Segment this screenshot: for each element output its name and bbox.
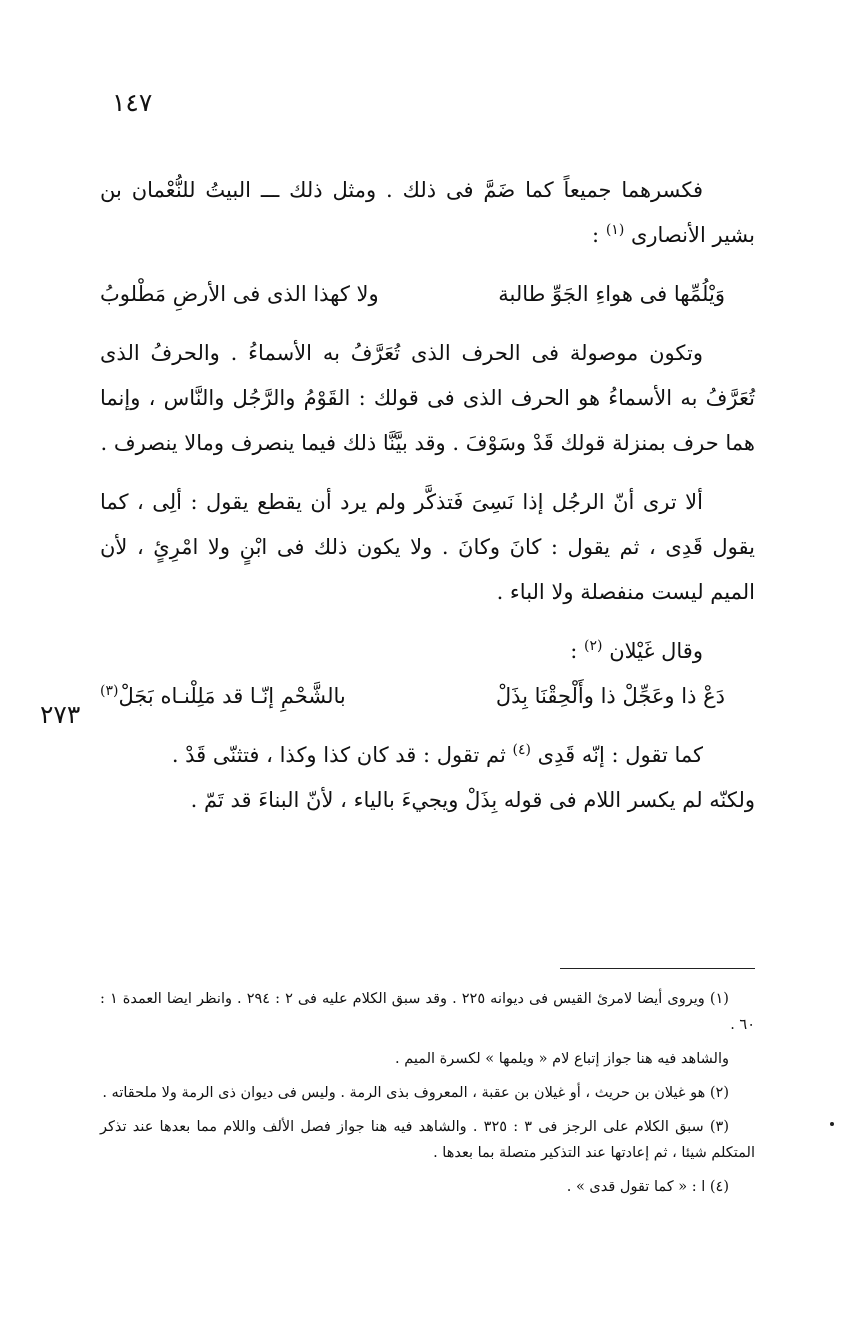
paragraph-5 bbox=[100, 733, 755, 778]
footnote-ref-4: (٤) bbox=[512, 742, 531, 758]
footnotes bbox=[100, 986, 755, 1208]
verse-1 bbox=[100, 272, 755, 317]
verse-2-first-hemistich: دَعْ ذا وعَجِّلْ ذا وأَلْحِقْنَا بِذَلْ bbox=[495, 684, 725, 708]
margin-number: ٢٧٣ bbox=[40, 700, 81, 729]
paragraph-2: وتكون موصولة فى الحرف الذى تُعَرَّفُ به الأسماءُ . والحرفُ الذى تُعَرَّفُ به الأسماءُ هو الحرف الذى فى قولك : القَوْمُ والرَّجُل والنَّاس ، وإنما هما حرف بمنزلة قولك قَدْ وسَوْفَ . وقد بيَّنَّا ذلك فيما ينصرف ومالا ينصرف . bbox=[100, 341, 755, 455]
paragraph-3: ألا ترى أنّ الرجُل إذا نَسِىَ فَتذكَّر ولم يرد أن يقطع يقول : ألِى ، كما يقول قَدِى ، ثم يقول : كانَ وكانَ . ولا يكون ذلك فى ابْنٍ ولا امْرِئٍ ، لأن الميم ليست منفصلة ولا الباء . bbox=[100, 490, 755, 604]
verse-1-second-hemistich: ولا كهذا الذى فى الأرضِ مَطْلوبُ bbox=[100, 282, 379, 306]
footnote-ref-3: (٣) bbox=[100, 683, 119, 699]
paragraph-1-tail: : bbox=[592, 223, 606, 247]
footnote-ref-2: (٢) bbox=[584, 638, 603, 654]
main-text bbox=[100, 168, 755, 837]
footnote-2: (٢) هو غيلان بن حريث ، أو غيلان بن عقبة ، المعروف بذى الرمة . وليس فى ديوان ذى الرمة ولا ملحقاته . bbox=[102, 1085, 729, 1101]
footnote-separator bbox=[560, 968, 755, 969]
footnote-1: (١) ويروى أيضا لامرئ القيس فى ديوانه ٢٢٥ . وقد سبق الكلام عليه فى ٢ : ٢٩٤ . وانظر ايضا العمدة ١ : ٦٠ . bbox=[100, 991, 755, 1033]
page-number: ١٤٧ bbox=[112, 88, 153, 117]
verse-2-second-hemistich bbox=[100, 674, 346, 719]
paragraph-6: ولكنّه لم يكسر اللام فى قوله بِذَلْ ويجيءَ بالياء ، لأنّ البناءَ قد تَمّ . bbox=[190, 788, 755, 812]
footnote-ref-1: (١) bbox=[605, 222, 625, 238]
paragraph-4 bbox=[100, 629, 755, 674]
paragraph-1-text: فكسرهما جميعاً كما ضَمَّ فى ذلك . ومثل ذلك ـــ البيتُ للنُّعْمان بن بشير الأنصارى bbox=[100, 178, 755, 247]
verse-2 bbox=[100, 674, 755, 719]
paragraph-4-tail: : bbox=[570, 639, 585, 663]
footnote-1-note: والشاهد فيه هنا جواز إتباع لام « ويلمها » لكسرة الميم . bbox=[394, 1051, 729, 1067]
paragraph-5-tail: ثم تقول : قد كان كذا وكذا ، فتثنّى قَدْ . bbox=[171, 743, 513, 767]
verse-2-second-text: بالشَّحْمِ إنّـا قد مَلِلْنـاه بَجَلْ bbox=[118, 684, 346, 708]
paragraph-4-text: وقال غَيْلان bbox=[609, 639, 703, 663]
footnote-3: (٣) سبق الكلام على الرجز فى ٣ : ٣٢٥ . والشاهد فيه هنا جواز فصل الألف واللام مما بعدها عند تذكر المتكلم شيئا ، ثم إعادتها عند التذكير متصلة بما بعدها . bbox=[100, 1119, 755, 1161]
footnote-4: (٤) ا : « كما تقول قدى » . bbox=[566, 1179, 729, 1195]
paragraph-1 bbox=[100, 168, 755, 258]
paragraph-5-text: كما تقول : إنّه قَدِى bbox=[537, 743, 703, 767]
verse-1-first-hemistich: وَيْلُمِّها فى هواءِ الجَوِّ طالبة bbox=[498, 282, 725, 306]
margin-dot bbox=[830, 1122, 834, 1126]
